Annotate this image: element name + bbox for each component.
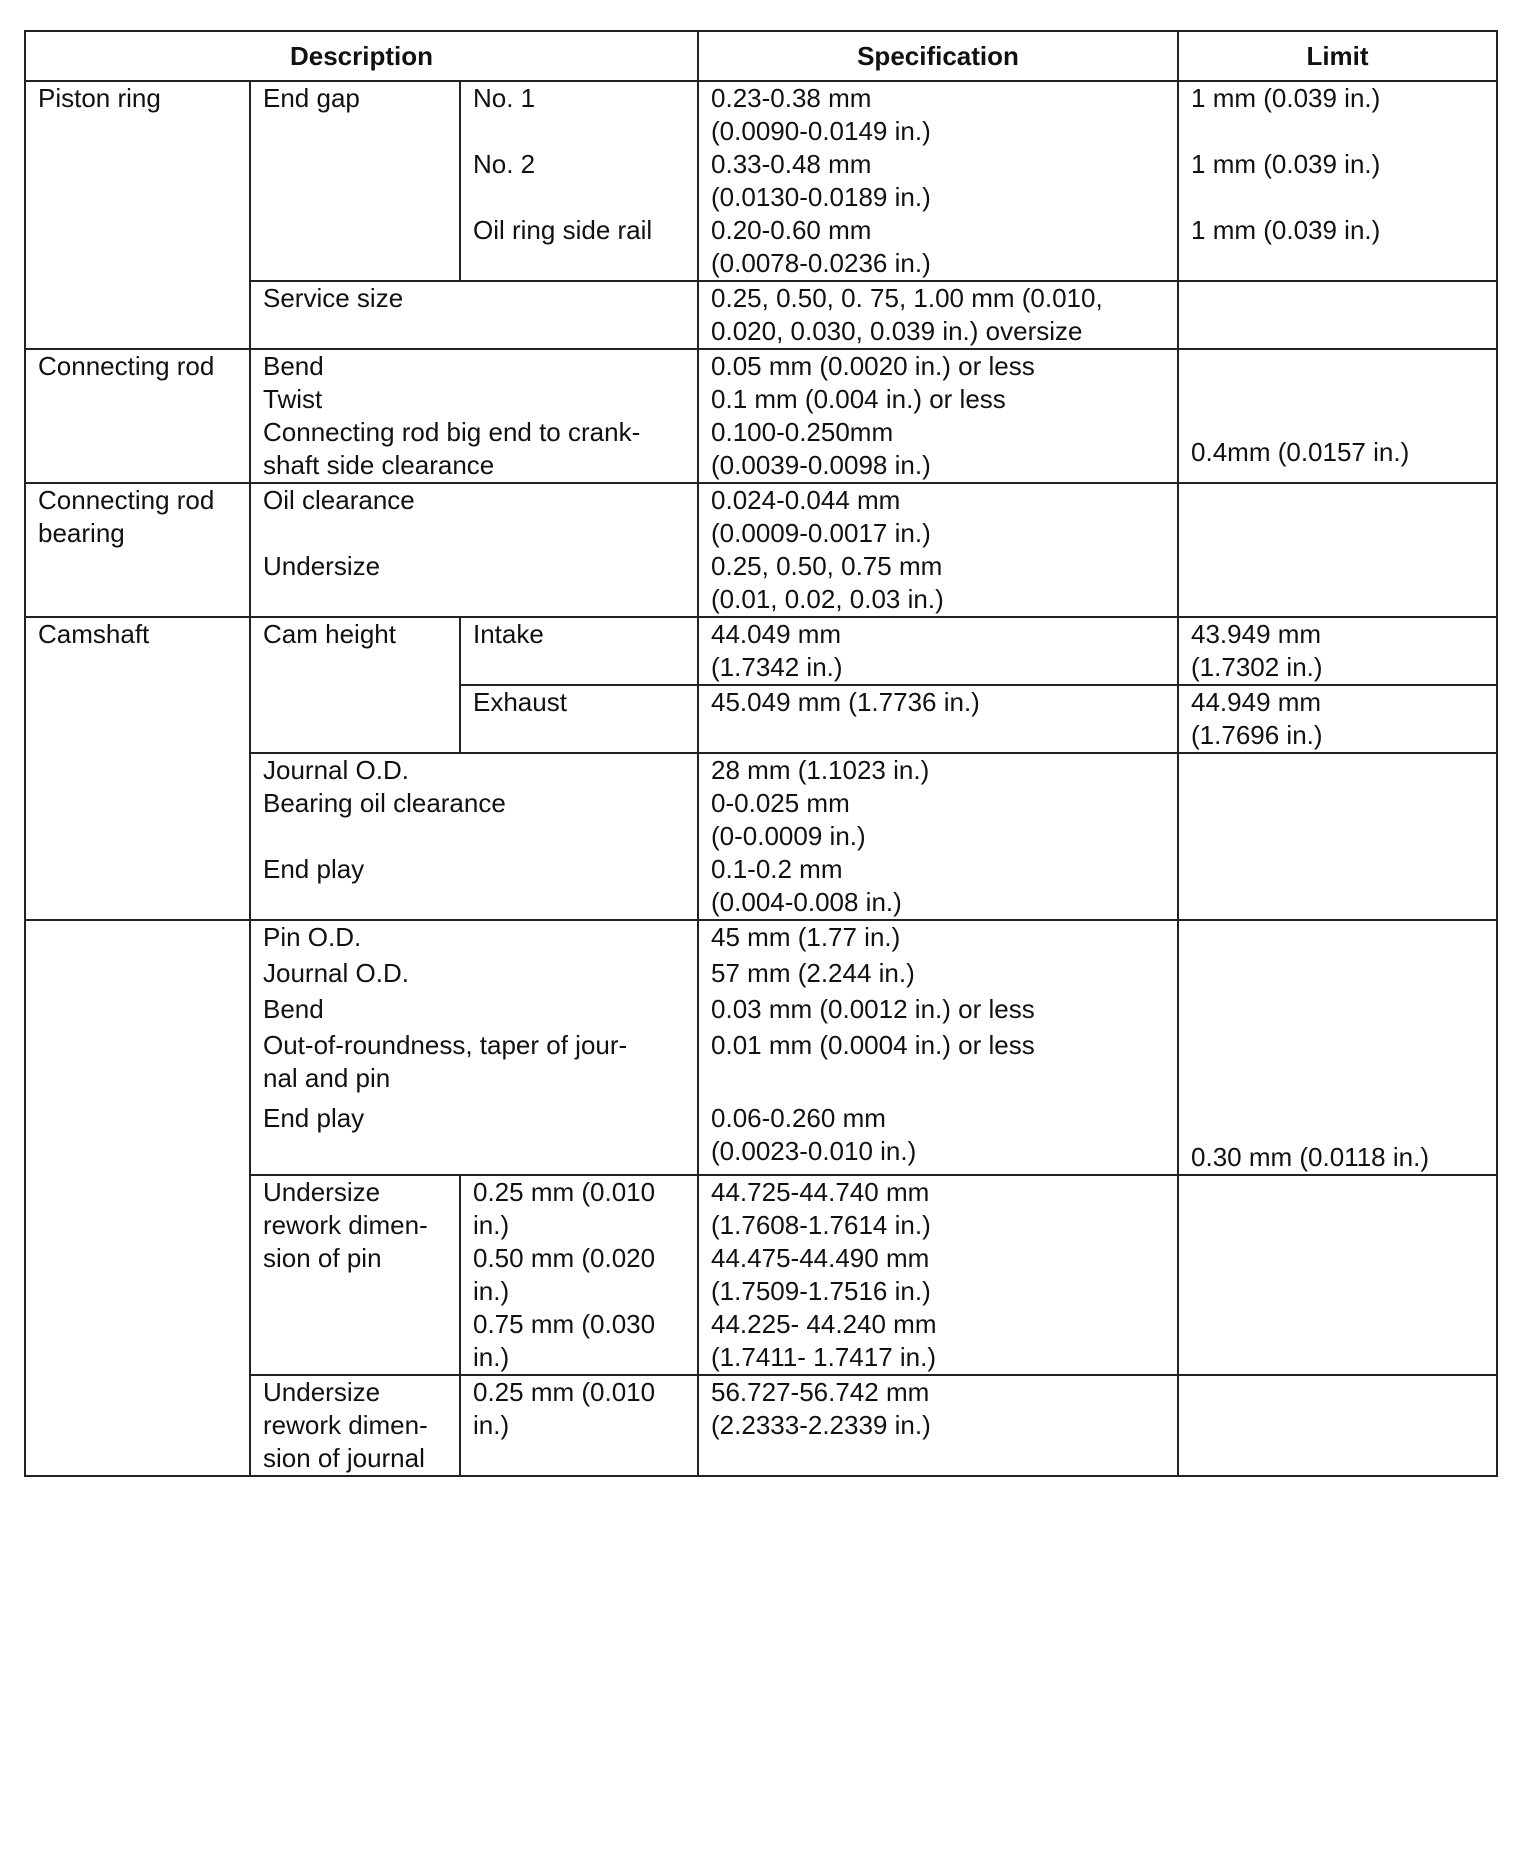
rod-bend-label: Bend <box>250 349 698 383</box>
bearing-undersize-spec: 0.25, 0.50, 0.75 mm (0.01, 0.02, 0.03 in.) <box>698 550 1178 617</box>
service-size-limit <box>1178 281 1497 349</box>
rod-big-end-label: Connecting rod big end to crank- shaft side clearance <box>250 416 698 483</box>
rod-limit-cell <box>1178 349 1497 483</box>
rod-bearing-label: Connecting rod bearing <box>25 483 250 617</box>
crank-endplay-label: End play <box>250 1102 698 1175</box>
oil-rail-spec: 0.20-0.60 mm (0.0078-0.0236 in.) <box>698 214 1178 281</box>
cam-height-label: Cam height <box>250 617 460 753</box>
crank-endplay-spec: 0.06-0.260 mm (0.0023-0.010 in.) <box>698 1102 1178 1175</box>
limit-header: Limit <box>1178 31 1497 81</box>
header-row <box>25 31 1497 81</box>
journal-rework-label: Undersize rework dimen- sion of journal <box>250 1375 460 1476</box>
journal-rework-spec: 56.727-56.742 mm (2.2333-2.2339 in.) <box>698 1375 1178 1476</box>
rod-big-end-limit: 0.4mm (0.0157 in.) <box>1191 437 1410 467</box>
crank-limit-cell <box>1178 920 1497 1175</box>
no2-limit: 1 mm (0.039 in.) <box>1178 148 1497 214</box>
oil-rail-label: Oil ring side rail <box>460 214 698 281</box>
exhaust-limit: 44.949 mm (1.7696 in.) <box>1178 685 1497 753</box>
pin-rework-spec: 44.475-44.490 mm (1.7509-1.7516 in.) <box>698 1242 1178 1308</box>
pin-rework-spec: 44.725-44.740 mm (1.7608-1.7614 in.) <box>698 1175 1178 1242</box>
table-row <box>25 81 1497 148</box>
rod-twist-label: Twist <box>250 383 698 416</box>
journal-rework-size: 0.25 mm (0.010 in.) <box>460 1375 698 1476</box>
piston-ring-label: Piston ring <box>25 81 250 349</box>
rod-bearing-limit <box>1178 483 1497 617</box>
table-row <box>25 920 1497 957</box>
cam-journal-label: Journal O.D. <box>250 753 698 787</box>
pin-rework-size: 0.50 mm (0.020 in.) <box>460 1242 698 1308</box>
bearing-undersize-label: Undersize <box>250 550 698 617</box>
pin-rework-spec: 44.225- 44.240 mm (1.7411- 1.7417 in.) <box>698 1308 1178 1375</box>
no2-spec: 0.33-0.48 mm (0.0130-0.0189 in.) <box>698 148 1178 214</box>
pin-od-spec: 45 mm (1.77 in.) <box>698 920 1178 957</box>
pin-od-label: Pin O.D. <box>250 920 698 957</box>
oil-clearance-spec: 0.024-0.044 mm (0.0009-0.0017 in.) <box>698 483 1178 550</box>
cam-endplay-label: End play <box>250 853 698 920</box>
table-row <box>25 349 1497 383</box>
out-of-round-spec: 0.01 mm (0.0004 in.) or less <box>698 1029 1178 1101</box>
table-row <box>25 617 1497 685</box>
crank-journal-label: Journal O.D. <box>250 957 698 993</box>
no1-spec: 0.23-0.38 mm (0.0090-0.0149 in.) <box>698 81 1178 148</box>
out-of-round-label: Out-of-roundness, taper of jour- nal and pin <box>250 1029 698 1101</box>
cam-journal-spec: 28 mm (1.1023 in.) <box>698 753 1178 787</box>
end-gap-label: End gap <box>250 81 460 281</box>
oil-clearance-label: Oil clearance <box>250 483 698 550</box>
pin-rework-limit <box>1178 1175 1497 1375</box>
crankshaft-label <box>25 920 250 1476</box>
no1-label: No. 1 <box>460 81 698 148</box>
cam-bearing-label: Bearing oil clearance <box>250 787 698 853</box>
rod-bend-spec: 0.05 mm (0.0020 in.) or less <box>698 349 1178 383</box>
pin-rework-size: 0.75 mm (0.030 in.) <box>460 1308 698 1375</box>
service-size-label: Service size <box>250 281 698 349</box>
service-size-spec: 0.25, 0.50, 0. 75, 1.00 mm (0.010, 0.020, 0.030, 0.039 in.) oversize <box>698 281 1178 349</box>
journal-rework-limit <box>1178 1375 1497 1476</box>
pin-rework-size: 0.25 mm (0.010 in.) <box>460 1175 698 1242</box>
specification-table <box>24 30 1498 1477</box>
cam-limit-cell <box>1178 753 1497 920</box>
connecting-rod-label: Connecting rod <box>25 349 250 483</box>
cam-endplay-spec: 0.1-0.2 mm (0.004-0.008 in.) <box>698 853 1178 920</box>
no2-label: No. 2 <box>460 148 698 214</box>
oil-rail-limit: 1 mm (0.039 in.) <box>1178 214 1497 281</box>
description-header: Description <box>25 31 698 81</box>
pin-rework-label: Undersize rework dimen- sion of pin <box>250 1175 460 1375</box>
crank-bend-label: Bend <box>250 993 698 1029</box>
specification-header: Specification <box>698 31 1178 81</box>
intake-label: Intake <box>460 617 698 685</box>
rod-big-end-spec: 0.100-0.250mm (0.0039-0.0098 in.) <box>698 416 1178 483</box>
crank-journal-spec: 57 mm (2.244 in.) <box>698 957 1178 993</box>
crank-endplay-limit: 0.30 mm (0.0118 in.) <box>1191 1142 1429 1172</box>
exhaust-label: Exhaust <box>460 685 698 753</box>
cam-bearing-spec: 0-0.025 mm (0-0.0009 in.) <box>698 787 1178 853</box>
rod-twist-spec: 0.1 mm (0.004 in.) or less <box>698 383 1178 416</box>
table-row <box>25 483 1497 550</box>
no1-limit: 1 mm (0.039 in.) <box>1178 81 1497 148</box>
crank-bend-spec: 0.03 mm (0.0012 in.) or less <box>698 993 1178 1029</box>
intake-spec: 44.049 mm (1.7342 in.) <box>698 617 1178 685</box>
exhaust-spec: 45.049 mm (1.7736 in.) <box>698 685 1178 753</box>
intake-limit: 43.949 mm (1.7302 in.) <box>1178 617 1497 685</box>
camshaft-label: Camshaft <box>25 617 250 920</box>
